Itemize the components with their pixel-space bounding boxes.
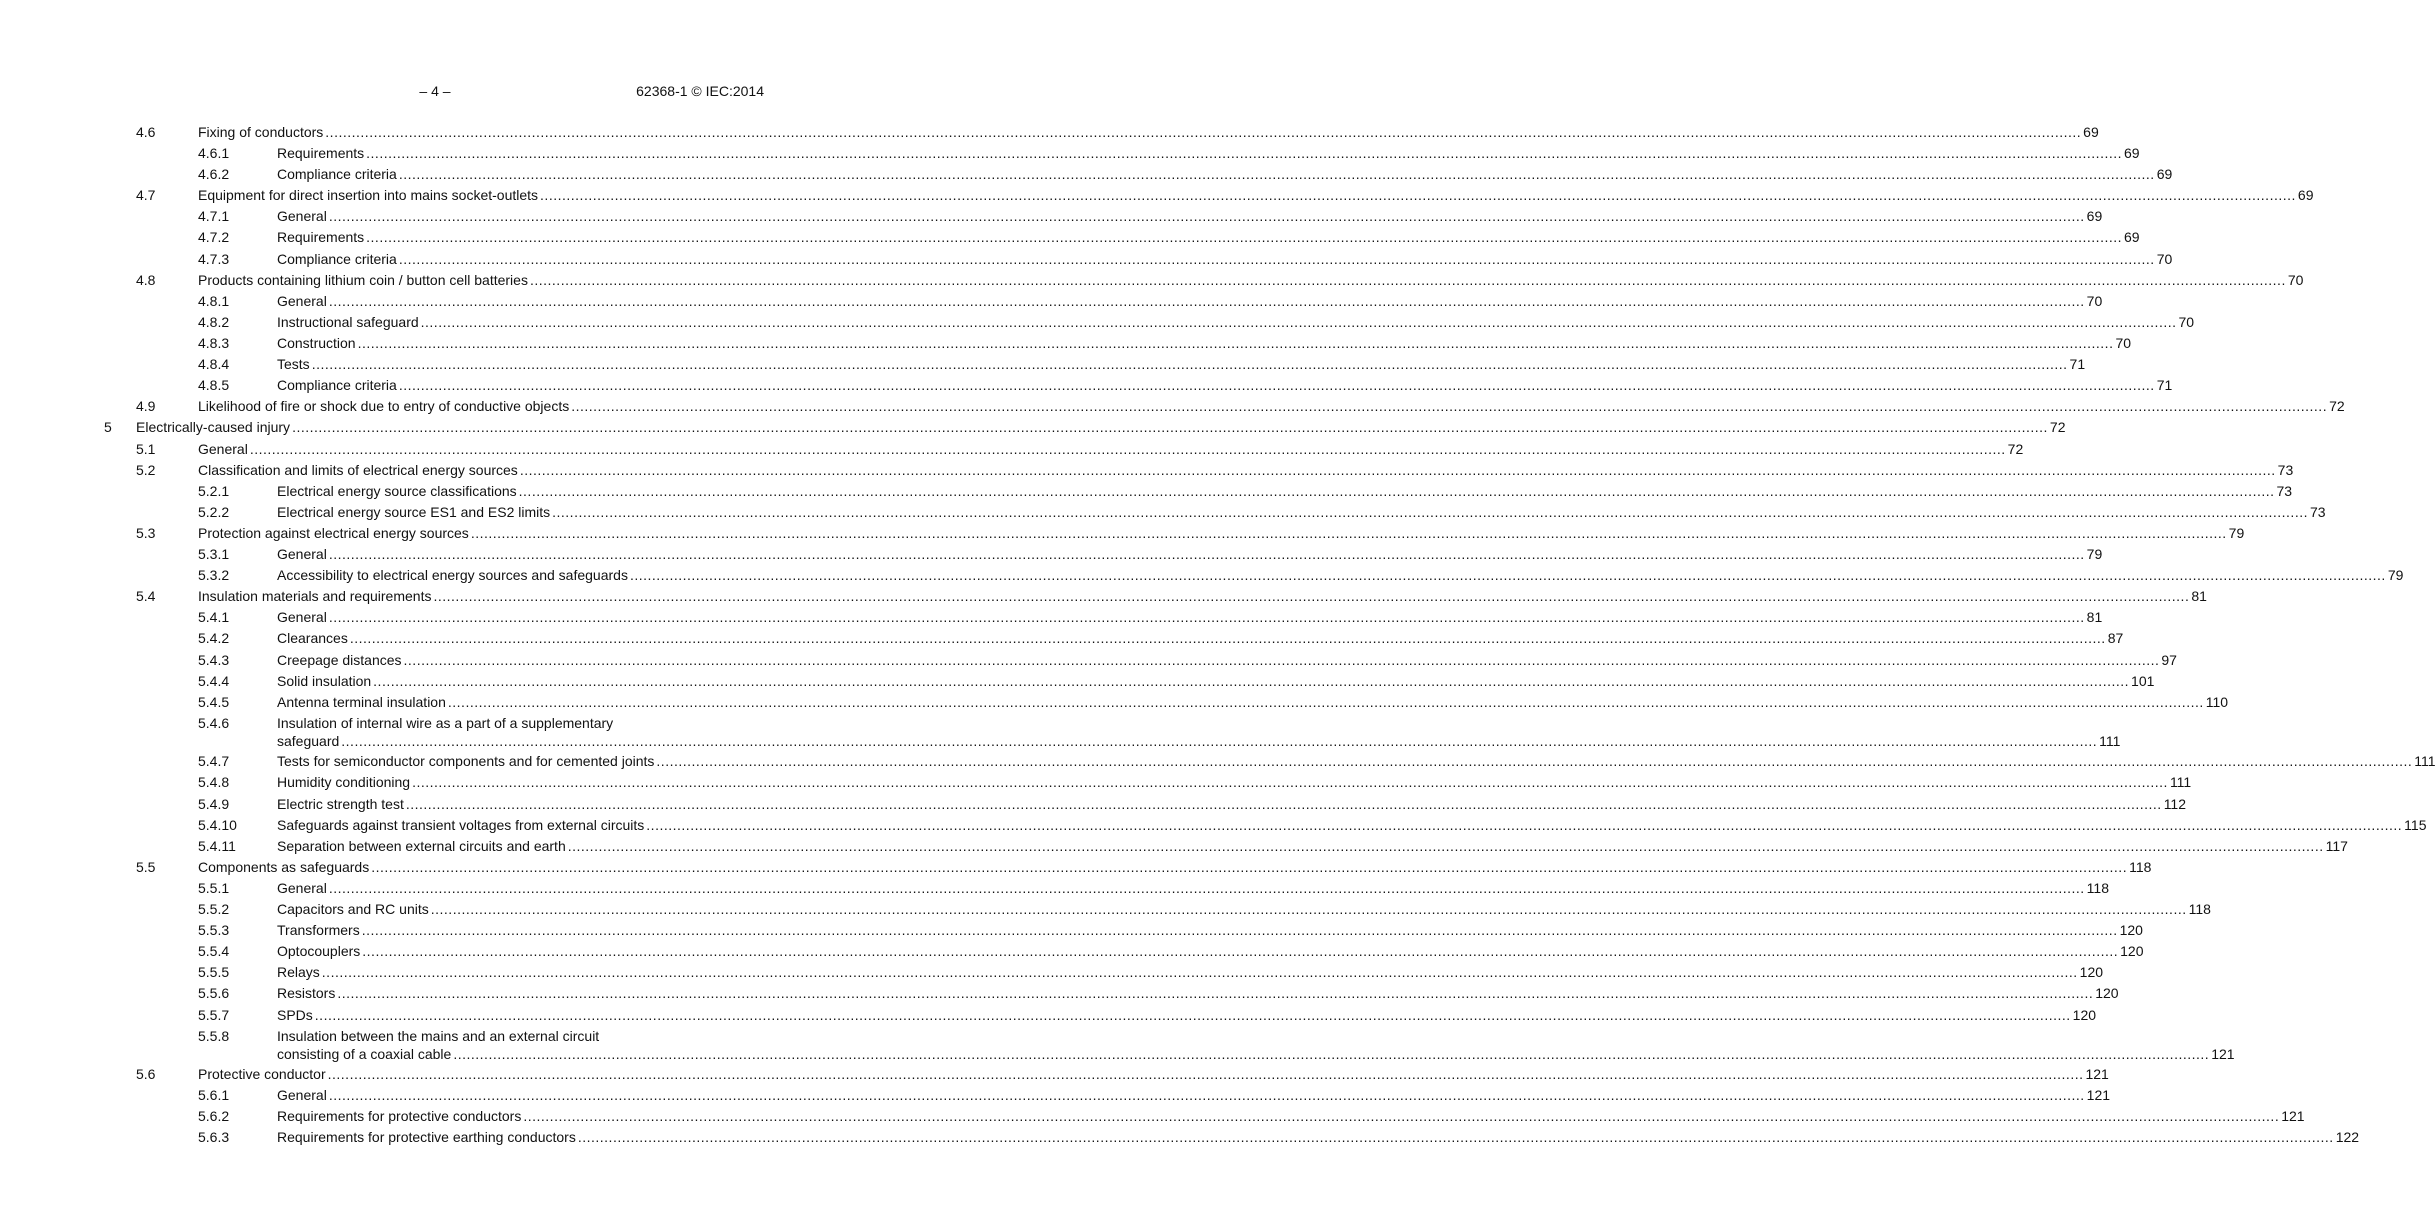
dot-leader: ................................................................................................................................................................................................................................................................................................................................................................................................................ [337, 985, 2094, 1001]
toc-entry [277, 752, 2436, 770]
toc-title: Compliance criteria [277, 377, 397, 393]
toc-entry [277, 144, 2140, 162]
dot-leader: ................................................................................................................................................................................................................................................................................................................................................................................................................ [529, 272, 2286, 288]
toc-number: 4.8.4 [198, 356, 230, 372]
toc-entry [277, 250, 2173, 268]
toc-page-number: 70 [2287, 272, 2304, 288]
toc-entry [198, 440, 2024, 458]
toc-number: 5.2 [136, 462, 156, 478]
dot-leader: ................................................................................................................................................................................................................................................................................................................................................................................................................ [314, 1007, 2071, 1023]
dot-leader: ................................................................................................................................................................................................................................................................................................................................................................................................................ [629, 567, 2386, 583]
toc-page-number: 121 [2211, 1046, 2235, 1062]
toc-title: Accessibility to electrical energy sources and safeguards [277, 567, 628, 583]
dot-leader: ................................................................................................................................................................................................................................................................................................................................................................................................................ [430, 901, 2187, 917]
dot-leader: ................................................................................................................................................................................................................................................................................................................................................................................................................ [292, 419, 2048, 435]
toc-number: 4.6 [136, 124, 156, 140]
toc-page-number: 111 [2099, 733, 2121, 749]
toc-title: General [277, 208, 327, 224]
toc-entry [277, 816, 2427, 834]
toc-entry [277, 1006, 2097, 1024]
toc-title: General [277, 1087, 327, 1103]
toc-title: Protective conductor [198, 1066, 326, 1082]
toc-page-number: 69 [2156, 166, 2173, 182]
toc-title-continued: safeguard [277, 733, 340, 749]
toc-entry [277, 503, 2326, 521]
dot-leader: ................................................................................................................................................................................................................................................................................................................................................................................................................ [447, 694, 2204, 710]
toc-entry [277, 714, 2121, 750]
toc-number: 5.4.3 [198, 652, 230, 668]
toc-number: 4.8.2 [198, 314, 230, 330]
toc-title: Insulation materials and requirements [198, 588, 432, 604]
page-number: – 4 – [419, 83, 451, 99]
toc-number: 5.5 [136, 859, 156, 875]
toc-entry [198, 524, 2245, 542]
toc-number: 5.4.4 [198, 673, 230, 689]
toc-page-number: 73 [2277, 462, 2294, 478]
toc-number: 5.4.5 [198, 694, 230, 710]
toc-title: Instructional safeguard [277, 314, 419, 330]
toc-entry [136, 418, 2066, 436]
toc-title: Equipment for direct insertion into mains socket-outlets [198, 187, 539, 203]
toc-page-number: 69 [2124, 229, 2140, 245]
toc-number: 5.3.1 [198, 546, 230, 562]
toc-page-number: 79 [2086, 546, 2103, 562]
toc-title: General [277, 880, 327, 896]
toc-page-number: 81 [2086, 609, 2103, 625]
toc-entry [198, 587, 2207, 605]
toc-page-number: 120 [2120, 943, 2144, 959]
toc-entry [277, 1086, 2111, 1104]
toc-page-number: 71 [2156, 377, 2173, 393]
toc-number: 5.6.2 [198, 1108, 230, 1124]
toc-number: 4.8.3 [198, 335, 230, 351]
toc-title: Construction [277, 335, 356, 351]
toc-entry [277, 773, 2192, 791]
toc-page-number: 121 [2085, 1066, 2109, 1082]
dot-leader: ................................................................................................................................................................................................................................................................................................................................................................................................................ [523, 1108, 2280, 1124]
toc-title: Likelihood of fire or shock due to entry of conductive objects [198, 398, 570, 414]
toc-title: Tests for semiconductor components and for cemented joints [277, 753, 655, 769]
toc-entry [277, 795, 2187, 813]
toc-entry [277, 837, 2348, 855]
toc-number: 5.3.2 [198, 567, 230, 583]
toc-number: 5.4.9 [198, 796, 230, 812]
toc-entry [198, 461, 2294, 479]
toc-page-number: 70 [2178, 314, 2195, 330]
dot-leader: ................................................................................................................................................................................................................................................................................................................................................................................................................ [398, 377, 2155, 393]
dot-leader: ................................................................................................................................................................................................................................................................................................................................................................................................................ [373, 673, 2130, 689]
toc-page-number: 69 [2083, 124, 2099, 140]
toc-page-number: 122 [2335, 1129, 2360, 1145]
toc-entry [277, 482, 2293, 500]
toc-page-number: 70 [2086, 293, 2103, 309]
toc-page-number: 117 [2325, 838, 2348, 854]
toc-page-number: 118 [2129, 859, 2152, 875]
toc-title: SPDs [277, 1007, 313, 1023]
toc-entry [277, 165, 2173, 183]
toc-page-number: 121 [2086, 1087, 2111, 1103]
toc-entry [277, 228, 2140, 246]
toc-page-number: 101 [2131, 673, 2155, 689]
toc-title: Compliance criteria [277, 251, 397, 267]
dot-leader: ................................................................................................................................................................................................................................................................................................................................................................................................................ [433, 588, 2190, 604]
toc-number: 4.9 [136, 398, 156, 414]
dot-leader: ................................................................................................................................................................................................................................................................................................................................................................................................................ [311, 356, 2068, 372]
dot-leader: ................................................................................................................................................................................................................................................................................................................................................................................................................ [328, 546, 2085, 562]
document-id: 62368-1 © IEC:2014 [636, 83, 764, 99]
toc-title: Electrically-caused injury [136, 419, 291, 435]
toc-number: 5.4.1 [198, 609, 230, 625]
toc-title: Capacitors and RC units [277, 901, 429, 917]
toc-entry [277, 629, 2124, 647]
toc-page-number: 120 [2079, 964, 2104, 980]
toc-number: 5.3 [136, 525, 156, 541]
dot-leader: ................................................................................................................................................................................................................................................................................................................................................................................................................ [249, 441, 2006, 457]
toc-number: 4.6.1 [198, 145, 230, 161]
toc-page-number: 111 [2414, 753, 2436, 769]
toc-page-number: 70 [2115, 335, 2132, 351]
toc-entry [277, 313, 2195, 331]
toc-title: Fixing of conductors [198, 124, 324, 140]
toc-number: 4.7.1 [198, 208, 230, 224]
dot-leader: ................................................................................................................................................................................................................................................................................................................................................................................................................ [366, 229, 2123, 245]
toc-number: 5.2.1 [198, 483, 230, 499]
toc-page-number: 79 [2387, 567, 2404, 583]
toc-number: 4.7.2 [198, 229, 230, 245]
dot-leader: ................................................................................................................................................................................................................................................................................................................................................................................................................ [362, 943, 2119, 959]
dot-leader: ................................................................................................................................................................................................................................................................................................................................................................................................................ [371, 859, 2128, 875]
toc-number: 5.5.7 [198, 1007, 230, 1023]
toc-number: 4.8.5 [198, 377, 230, 393]
toc-page-number: 70 [2156, 251, 2173, 267]
toc-page-number: 71 [2069, 356, 2086, 372]
toc-page-number: 120 [2095, 985, 2119, 1001]
toc-title: Insulation between the mains and an external circuit [277, 1028, 600, 1044]
toc-number: 5 [104, 419, 112, 435]
toc-entry [198, 1065, 2109, 1083]
toc-number: 5.5.3 [198, 922, 230, 938]
toc-title: Safeguards against transient voltages from external circuits [277, 817, 645, 833]
dot-leader: ................................................................................................................................................................................................................................................................................................................................................................................................................ [327, 1066, 2084, 1082]
toc-number: 5.2.2 [198, 504, 230, 520]
toc-number: 4.8.1 [198, 293, 230, 309]
toc-title: General [277, 293, 327, 309]
toc-page-number: 72 [2329, 398, 2345, 414]
dot-leader: ................................................................................................................................................................................................................................................................................................................................................................................................................ [328, 208, 2085, 224]
toc-number: 5.4 [136, 588, 156, 604]
toc-title: General [277, 609, 327, 625]
toc-title-continued: consisting of a coaxial cable [277, 1046, 452, 1062]
toc-title: Requirements [277, 145, 365, 161]
toc-number: 5.4.7 [198, 753, 230, 769]
dot-leader: ................................................................................................................................................................................................................................................................................................................................................................................................................ [403, 652, 2160, 668]
toc-entry [277, 984, 2119, 1002]
dot-leader: ................................................................................................................................................................................................................................................................................................................................................................................................................ [325, 124, 2082, 140]
toc-number: 5.6.3 [198, 1129, 230, 1145]
dot-leader: ................................................................................................................................................................................................................................................................................................................................................................................................................ [571, 398, 2328, 414]
toc-entry [277, 963, 2104, 981]
dot-leader: ................................................................................................................................................................................................................................................................................................................................................................................................................ [518, 483, 2275, 499]
dot-leader: ................................................................................................................................................................................................................................................................................................................................................................................................................ [357, 335, 2114, 351]
toc-number: 5.6.1 [198, 1087, 230, 1103]
toc-number: 5.4.11 [198, 838, 236, 854]
toc-title: Components as safeguards [198, 859, 370, 875]
toc-title-continued-line [277, 732, 2121, 750]
toc-page-number: 73 [2276, 483, 2293, 499]
dot-leader: ................................................................................................................................................................................................................................................................................................................................................................................................................ [321, 964, 2078, 980]
toc-number: 5.4.10 [198, 817, 237, 833]
toc-page-number: 72 [2049, 419, 2066, 435]
dot-leader: ................................................................................................................................................................................................................................................................................................................................................................................................................ [646, 817, 2403, 833]
toc-number: 5.1 [136, 441, 156, 457]
toc-title: Classification and limits of electrical energy sources [198, 462, 518, 478]
toc-title: Insulation of internal wire as a part of a supplementary [277, 715, 614, 731]
toc-page-number: 79 [2228, 525, 2245, 541]
toc-page-number: 120 [2119, 922, 2143, 938]
toc-title: Separation between external circuits and earth [277, 838, 566, 854]
toc-page-number: 121 [2281, 1108, 2305, 1124]
toc-title: Resistors [277, 985, 336, 1001]
toc-entry [277, 1107, 2305, 1125]
toc-title: Relays [277, 964, 320, 980]
toc-title: Humidity conditioning [277, 774, 411, 790]
toc-title: Optocouplers [277, 943, 361, 959]
toc-number: 5.5.5 [198, 964, 230, 980]
toc-title: Requirements [277, 229, 365, 245]
dot-leader: ................................................................................................................................................................................................................................................................................................................................................................................................................ [398, 251, 2155, 267]
toc-page-number: 69 [2086, 208, 2103, 224]
toc-number: 5.4.2 [198, 630, 230, 646]
toc-entry [277, 921, 2143, 939]
toc-title: Electrical energy source ES1 and ES2 limits [277, 504, 551, 520]
toc-entry [277, 608, 2103, 626]
toc-title: Requirements for protective earthing conductors [277, 1129, 576, 1145]
dot-leader: ................................................................................................................................................................................................................................................................................................................................................................................................................ [519, 462, 2276, 478]
toc-entry [198, 271, 2304, 289]
toc-entry [277, 207, 2103, 225]
toc-number: 5.6 [136, 1066, 156, 1082]
toc-entry [277, 334, 2132, 352]
toc-number: 5.5.1 [198, 880, 230, 896]
toc-title: Solid insulation [277, 673, 372, 689]
dot-leader: ................................................................................................................................................................................................................................................................................................................................................................................................................ [412, 774, 2168, 790]
toc-entry [198, 186, 2314, 204]
toc-title: General [198, 441, 248, 457]
dot-leader: ................................................................................................................................................................................................................................................................................................................................................................................................................ [420, 314, 2177, 330]
toc-title: General [277, 546, 327, 562]
toc-entry [277, 1128, 2360, 1146]
toc-title: Creepage distances [277, 652, 402, 668]
toc-title: Compliance criteria [277, 166, 397, 182]
toc-title: Transformers [277, 922, 360, 938]
toc-page-number: 112 [2163, 796, 2187, 812]
dot-leader: ................................................................................................................................................................................................................................................................................................................................................................................................................ [349, 630, 2106, 646]
dot-leader: ................................................................................................................................................................................................................................................................................................................................................................................................................ [540, 187, 2296, 203]
toc-title: Electric strength test [277, 796, 404, 812]
toc-title: Requirements for protective conductors [277, 1108, 522, 1124]
toc-title: Tests [277, 356, 310, 372]
toc-page-number: 118 [2188, 901, 2211, 917]
toc-entry [277, 900, 2211, 918]
dot-leader: ................................................................................................................................................................................................................................................................................................................................................................................................................ [577, 1129, 2334, 1145]
toc-page-number: 115 [2404, 817, 2427, 833]
toc-title: Protection against electrical energy sources [198, 525, 469, 541]
toc-number: 4.7 [136, 187, 156, 203]
dot-leader: ................................................................................................................................................................................................................................................................................................................................................................................................................ [328, 609, 2085, 625]
toc-entry [277, 545, 2103, 563]
toc-page-number: 69 [2124, 145, 2140, 161]
toc-number: 4.8 [136, 272, 156, 288]
dot-leader: ................................................................................................................................................................................................................................................................................................................................................................................................................ [341, 733, 2098, 749]
toc-entry [277, 376, 2173, 394]
toc-title-continued-line [277, 1045, 2235, 1063]
toc-number: 4.6.2 [198, 166, 230, 182]
toc-entry [198, 397, 2345, 415]
toc-entry [277, 292, 2103, 310]
toc-number: 4.7.3 [198, 251, 230, 267]
toc-page-number: 73 [2309, 504, 2326, 520]
dot-leader: ................................................................................................................................................................................................................................................................................................................................................................................................................ [470, 525, 2227, 541]
toc-entry [277, 693, 2229, 711]
toc-page-number: 72 [2007, 441, 2024, 457]
toc-page-number: 87 [2107, 630, 2124, 646]
toc-title: Electrical energy source classifications [277, 483, 517, 499]
dot-leader: ................................................................................................................................................................................................................................................................................................................................................................................................................ [328, 293, 2085, 309]
toc-number: 5.5.6 [198, 985, 230, 1001]
dot-leader: ................................................................................................................................................................................................................................................................................................................................................................................................................ [405, 796, 2162, 812]
toc-number: 5.4.8 [198, 774, 230, 790]
toc-entry [277, 566, 2404, 584]
dot-leader: ................................................................................................................................................................................................................................................................................................................................................................................................................ [398, 166, 2155, 182]
toc-number: 5.5.2 [198, 901, 230, 917]
toc-entry [277, 355, 2086, 373]
toc-entry [277, 879, 2109, 897]
toc-page-number: 120 [2072, 1007, 2097, 1023]
dot-leader: ................................................................................................................................................................................................................................................................................................................................................................................................................ [453, 1046, 2210, 1062]
toc-number: 5.4.6 [198, 715, 230, 731]
toc-page-number: 97 [2161, 652, 2177, 668]
toc-page-number: 111 [2169, 774, 2192, 790]
toc-entry [277, 651, 2177, 669]
toc-number: 5.5.8 [198, 1028, 230, 1044]
toc-page-number: 118 [2086, 880, 2109, 896]
dot-leader: ................................................................................................................................................................................................................................................................................................................................................................................................................ [366, 145, 2123, 161]
toc-title: Clearances [277, 630, 348, 646]
dot-leader: ................................................................................................................................................................................................................................................................................................................................................................................................................ [328, 1087, 2085, 1103]
toc-entry [277, 942, 2144, 960]
dot-leader: ................................................................................................................................................................................................................................................................................................................................................................................................................ [656, 753, 2413, 769]
toc-entry [277, 1027, 2235, 1063]
dot-leader: ................................................................................................................................................................................................................................................................................................................................................................................................................ [567, 838, 2324, 854]
dot-leader: ................................................................................................................................................................................................................................................................................................................................................................................................................ [328, 880, 2085, 896]
toc-entry [198, 858, 2152, 876]
dot-leader: ................................................................................................................................................................................................................................................................................................................................................................................................................ [552, 504, 2308, 520]
toc-page-number: 110 [2205, 694, 2229, 710]
dot-leader: ................................................................................................................................................................................................................................................................................................................................................................................................................ [361, 922, 2118, 938]
toc-page-number: 81 [2191, 588, 2207, 604]
toc-entry [198, 123, 2099, 141]
toc-page-number: 69 [2297, 187, 2314, 203]
toc-title: Antenna terminal insulation [277, 694, 446, 710]
toc-entry [277, 672, 2155, 690]
toc-title: Products containing lithium coin / button cell batteries [198, 272, 528, 288]
toc-number: 5.5.4 [198, 943, 230, 959]
